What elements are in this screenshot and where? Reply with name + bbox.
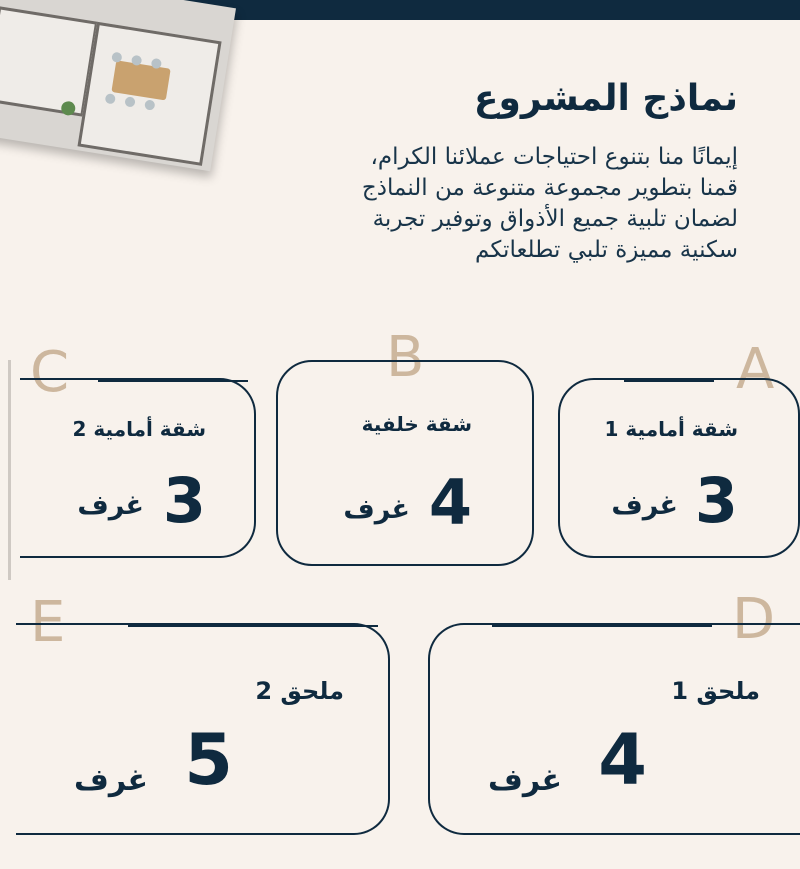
room-unit: غرف xyxy=(77,490,144,521)
model-card-e[interactable] xyxy=(16,623,390,835)
model-card-c[interactable] xyxy=(20,378,256,558)
model-card-b[interactable] xyxy=(276,360,534,566)
model-name: شقة أمامية 2 xyxy=(72,417,206,441)
room-unit: غرف xyxy=(343,494,410,525)
room-count: 4 xyxy=(598,719,647,801)
model-letter-c: C xyxy=(30,340,70,405)
model-letter-b: B xyxy=(386,325,425,390)
model-name: شقة خلفية xyxy=(361,412,472,436)
model-card-a[interactable] xyxy=(558,378,800,558)
model-name: شقة أمامية 1 xyxy=(604,417,738,441)
model-card-d[interactable] xyxy=(428,623,800,835)
model-letter-d: D xyxy=(732,587,776,652)
room-unit: غرف xyxy=(487,763,562,798)
description-line: إيمانًا منا بتنوع احتياجات عملائنا الكرام، xyxy=(370,144,738,170)
description-line: لضمان تلبية جميع الأذواق وتوفير تجربة xyxy=(372,206,738,232)
description-line: قمنا بتطوير مجموعة متنوعة من النماذج xyxy=(361,175,738,201)
room-count: 3 xyxy=(694,464,738,537)
page-title: نماذج المشروع xyxy=(473,78,738,119)
left-edge-line xyxy=(8,360,11,580)
model-letter-a: A xyxy=(736,337,775,402)
model-name: ملحق 1 xyxy=(671,677,760,705)
model-name: ملحق 2 xyxy=(255,677,344,705)
room-unit: غرف xyxy=(73,763,148,798)
room-count: 4 xyxy=(428,466,472,539)
room-unit: غرف xyxy=(611,490,678,521)
description xyxy=(198,142,738,266)
room-count: 5 xyxy=(184,719,233,801)
room-count: 3 xyxy=(162,464,206,537)
model-letter-e: E xyxy=(30,590,66,655)
description-line: سكنية مميزة تلبي تطلعاتكم xyxy=(475,237,738,263)
